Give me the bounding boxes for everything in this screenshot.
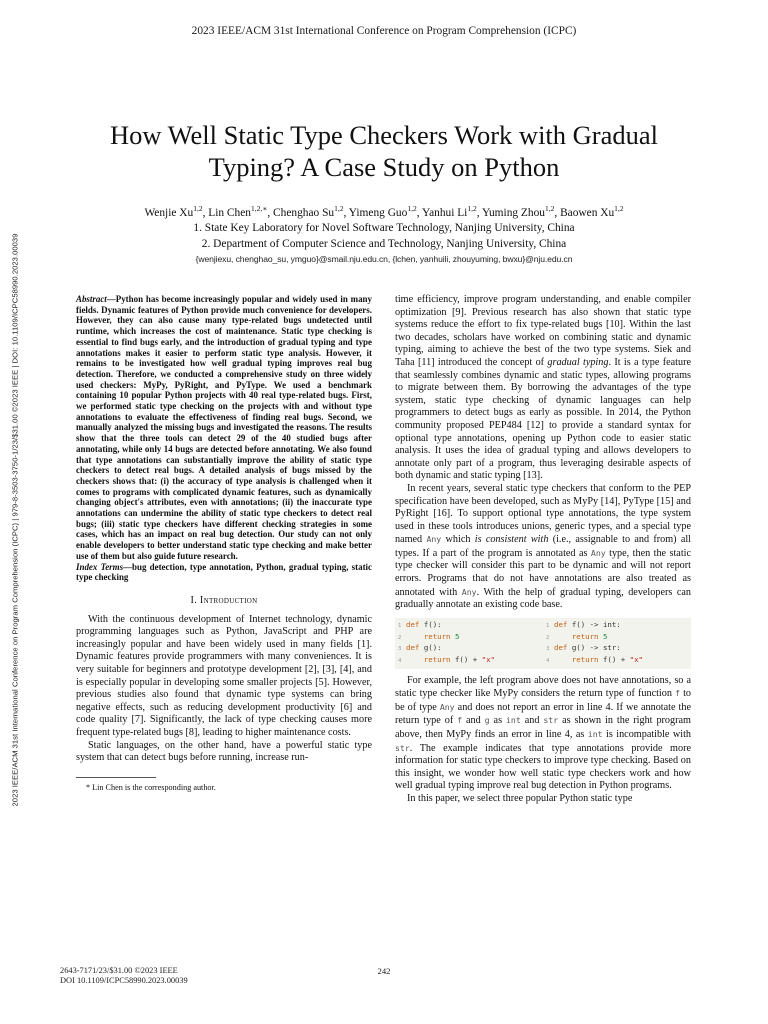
author-affiliation-marker: 1,2 [334, 204, 344, 213]
conference-header: 2023 IEEE/ACM 31st International Conference on Program Comprehension (ICPC) [191, 25, 577, 37]
code-line: 3 def g(): [398, 643, 540, 655]
code-line: 2 return 5 [546, 632, 688, 644]
issn-line: 2643-7171/23/$31.00 ©2023 IEEE [60, 966, 178, 975]
right-paragraph-4: In this paper, we select three popular Python static type [407, 793, 633, 804]
left-column [76, 294, 372, 794]
author-affiliation-marker: 1,2,∗ [250, 204, 268, 213]
code-line: 4 return f() + "x" [546, 655, 688, 667]
right-paragraph-2: In recent years, several static type checkers that conform to the PEP specification have been developed, such as MyPy [14], PyType [15] and PyRight [16]. To support optional type annotations, the type system used in these tools introduces unions, generic types, and a special type named Any which is consistent with (i.e., assignable to and from) all types. If a part of the program is annotated as Any type, then the static type checker will consider this part to be dynamic and will not report errors. Programs that do not have annotations are also treated as annotated with Any. With the help of gradual typing, developers can gradually annotate an existing code base. [395, 482, 692, 611]
code-listing-unannotated [395, 618, 543, 669]
line-number: 4 [546, 657, 550, 664]
intro-paragraph-2: Static languages, on the other hand, have a powerful static type system that can detect bugs before running, increase run- [76, 739, 372, 764]
affiliation-2: 2. Department of Computer Science and Technology, Nanjing University, China [201, 238, 567, 250]
footnote-corresponding-author: * Lin Chen is the corresponding author. [86, 782, 216, 792]
code-listing-annotated [543, 618, 691, 669]
title-line-2: Typing? A Case Study on Python [208, 152, 560, 182]
abstract-label: Abstract [76, 294, 107, 304]
index-terms-text: —bug detection, type annotation, Python, gradual typing, static type checking [76, 561, 372, 583]
doi-sidebar-text: 2023 IEEE/ACM 31st International Conference on Program Comprehension (ICPC) | 979-8-3503-3750-1/23/$31.00 ©2023 IEEE | DOI: 10.1109/ICPC58990.2023.00039 [10, 233, 20, 807]
doi-line: DOI 10.1109/ICPC58990.2023.00039 [60, 976, 188, 985]
title-line-1: How Well Static Type Checkers Work with Gradual [109, 120, 659, 150]
term-gradual-typing: gradual typing [547, 356, 609, 368]
author-name: Yuming Zhou [482, 206, 545, 219]
section-title: Introduction [199, 594, 258, 606]
author-name: Chenghao Su [273, 206, 335, 219]
footnote-rule [76, 777, 156, 778]
line-number: 1 [398, 622, 402, 629]
code-line: 3 def g() -> str: [546, 643, 688, 655]
intro-paragraph-1: With the continuous development of Internet technology, dynamic programming languages such as Python, JavaScript and PHP are increasingly popular and have been widely used in many fields [1]. Dynamic features provide programmers with many conveniences. It is very suitable for beginners and prototype development [2], [3], [4], and is especially popular in developing some smaller projects [5]. However, previous studies also found that dynamic type systems can bring negative effects, such as reducing development productivity [6] and code quality [7]. Significantly, the lack of type checking causes more frequent type-related bugs [8], leading to higher maintenance costs. [76, 613, 372, 738]
paper-title [60, 119, 708, 183]
code-line: 1 def f() -> int: [546, 620, 688, 632]
author-name: Wenjie Xu [144, 206, 194, 219]
index-terms-label: Index Terms [76, 561, 124, 572]
line-number: 2 [398, 634, 402, 641]
index-terms [76, 562, 372, 583]
line-number: 3 [398, 646, 402, 653]
author-emails: {wenjiexu, chenghao_su, ymguo}@smail.nju.edu.cn, {lchen, yanhuili, zhouyuming, bwxu}@nju.edu.cn [195, 254, 573, 264]
line-number: 3 [546, 646, 550, 653]
abstract [76, 294, 372, 562]
line-number: 4 [398, 657, 402, 664]
author-name: Yimeng Guo [348, 206, 408, 219]
doi-sidebar [8, 160, 22, 880]
author-name: Baowen Xu [560, 206, 615, 219]
section-number: I. [190, 594, 198, 606]
page-number: 242 [377, 966, 391, 976]
line-number: 1 [546, 622, 550, 629]
code-line: 4 return f() + "x" [398, 655, 540, 667]
line-number: 2 [546, 634, 550, 641]
author-affiliation-marker: 1,2 [467, 204, 477, 213]
right-paragraph-3: For example, the left program above does not have annotations, so a static type checker like MyPy considers the return type of function f to be of type Any and does not report an error in line 4. If we annotate the return type of f and g as int and str as shown in the right program above, then MyPy finds an error in line 4, as int is incompatible with str. The example indicates that type annotations provide more information for static type checkers to improve type checking. Based on this insight, we wonder how well static type checkers work and how well gradual typing improve real bug detection in Python programs. [395, 674, 691, 792]
affiliation-1: 1. State Key Laboratory for Novel Software Technology, Nanjing University, China [193, 222, 575, 234]
code-line: 2 return 5 [398, 632, 540, 644]
author-affiliation-marker: 1,2 [544, 204, 555, 213]
author-affiliation-marker: 1,2 [407, 204, 417, 213]
right-paragraph-1: time efficiency, improve program understanding, and enable compiler optimization [9]. Previous research has also shown that static type systems reduce the effort to fix type-related bugs [10]. Within the last two decades, scholars have worked on combining static and dynamic typing, aiming to achieve the best of the two type systems. Siek and Taha [11] introduced the concept of gradual typing. It is a type feature that seamlessly combines dynamic and static types, allowing programs to migrate between them. By borrowing the advantages of the type system, static type checking of dynamic languages can help programmers to detect bugs as early as possible. In 2014, the Python community proposed PEP484 [12] to provide a standard syntax for optional type annotations, opening up Python code to easier static analysis. It uses the idea of gradual typing and allows developers to annotate only part of a program, thus leveraging desirable aspects of both dynamic and static typing [13]. [395, 294, 691, 482]
author-name: Lin Chen [208, 206, 251, 219]
author-list: Wenjie Xu$^{1,2}$, Lin Chen$^{1,2,∗}$, Chenghao Su$^{1,2}$, Yimeng Guo$^{1,2}$, Yanhui Li$^{1,2}$, Yuming Zhou$^{1,2}$, Baowen Xu$^{1,2}$ [144, 204, 624, 219]
author-affiliation-marker: 1,2 [614, 204, 624, 213]
right-column [395, 294, 691, 806]
author-name: Yanhui Li [421, 206, 468, 219]
section-heading-introduction [76, 595, 372, 608]
code-line: 1 def f(): [398, 620, 540, 632]
code-examples [395, 618, 691, 669]
abstract-text: —Python has become increasingly popular and widely used in many fields. Dynamic features of Python provide much convenience for developers. However, they can also cause many type-related bugs undetected until runtime, which increases the cost of maintenance. Static type checking is essential to find bugs early, and the introduction of gradual typing and type annotations makes it easier to perform static type analysis. However, it remains to be investigated how well gradual typing improves real bug detection. Therefore, we conducted a comprehensive study on three widely used checkers: MyPy, PyRight, and PyType. We used a benchmark containing 10 popular Python projects with 40 real type-related bugs. First, we performed static type checking on the projects with and without type annotations to evaluate the effectiveness of finding real bugs. Second, we manually analyzed the missing bugs and investigated the reasons. The results show that the three tools can detect 29 of the 40 studied bugs after annotating, while only 14 bugs are detected before annotating. We also found that type annotations can substantially improve the ability of static type checkers to detect real bugs. A detailed analysis of bugs missed by the checkers shows that: (i) the accuracy of type analysis is challenged when it comes to programs with complicated dynamic features, such as dynamically changing object's attributes, even with annotations; (ii) the inaccurate type annotations can undermine the ability of static type checkers to detect real bugs; (iii) static type checkers have different checking strategies in some cases, which has an impact on real bug detection. Our study can not only enable developers to better understand static type checking and make better use of them but also guide future research. [76, 294, 372, 561]
author-affiliation-marker: 1,2 [193, 204, 203, 213]
